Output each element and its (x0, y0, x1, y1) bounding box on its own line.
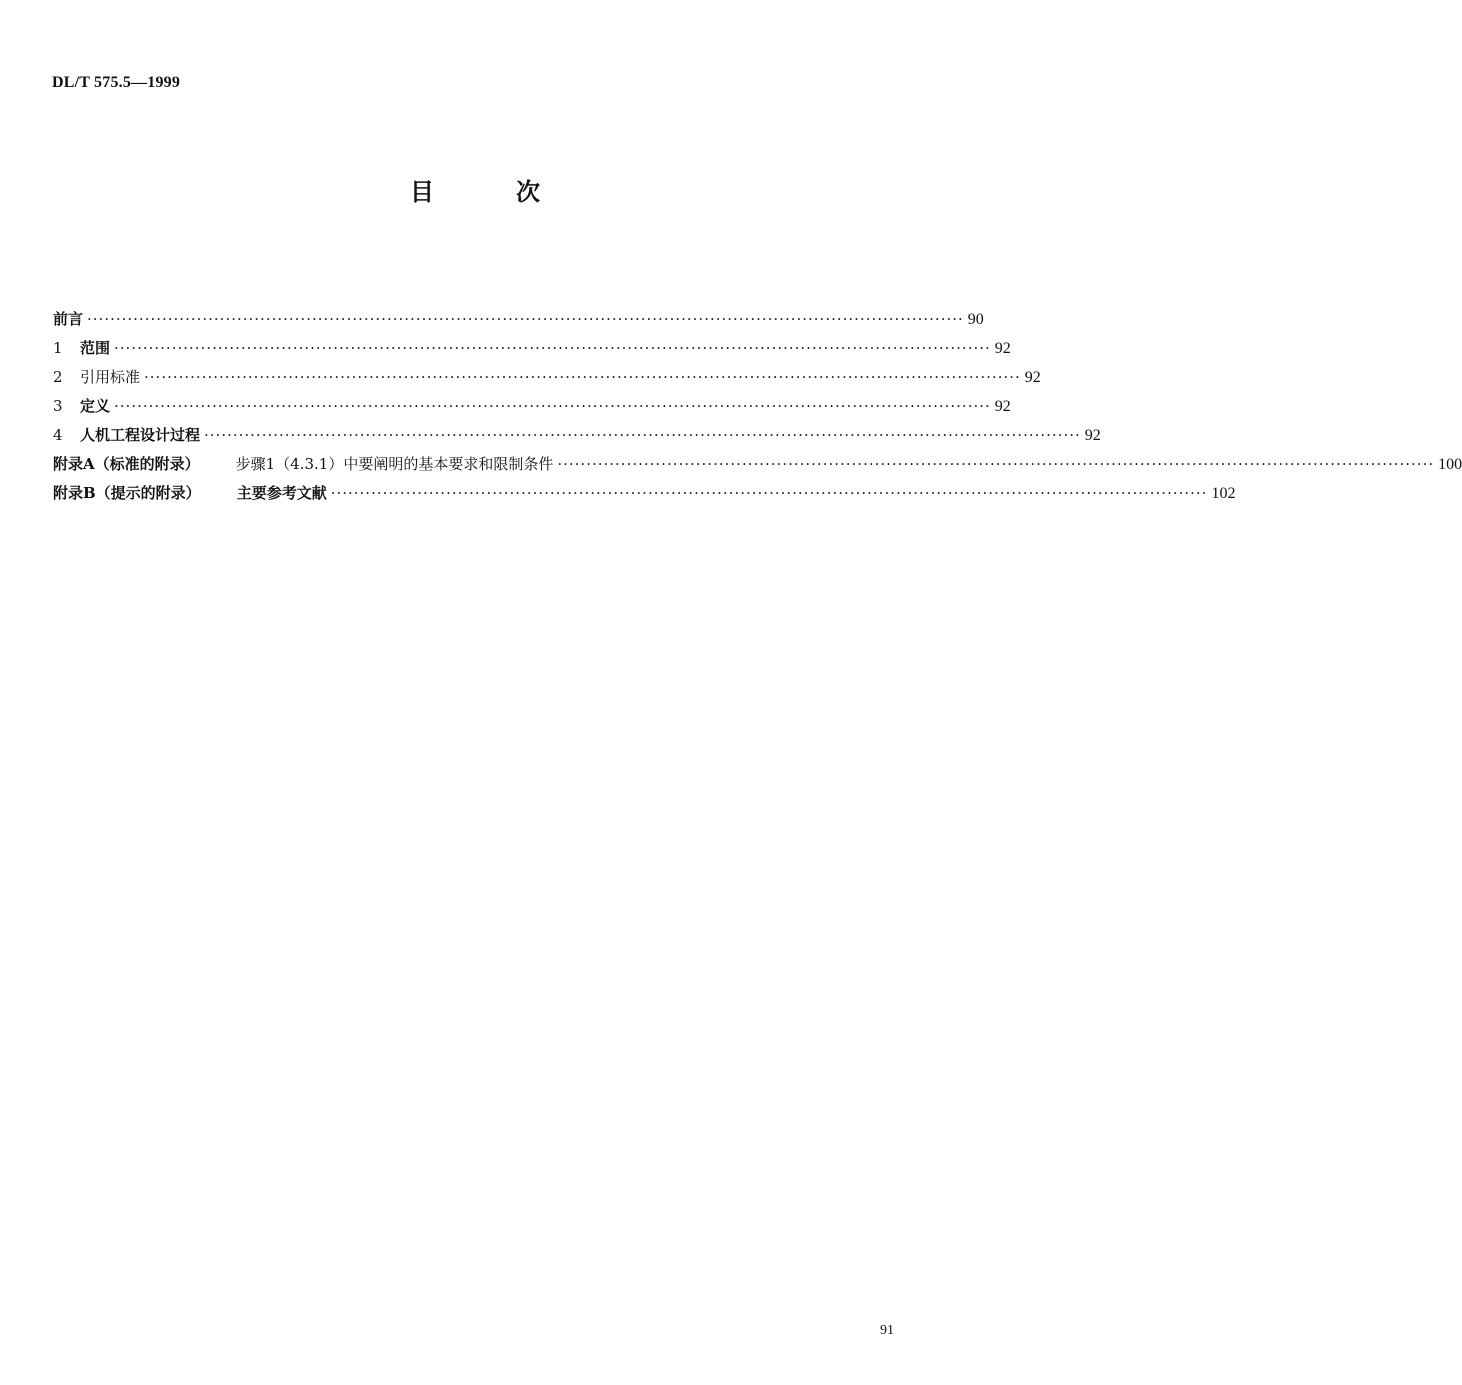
toc-page: 92 (994, 398, 1011, 415)
toc-subtitle: 步骤1（4.3.1）中要阐明的基本要求和限制条件 (235, 455, 554, 473)
toc-entry-references[interactable] (53, 366, 1041, 395)
toc-entry-design-process[interactable] (53, 424, 1101, 453)
toc-leader: ························································································································································ (114, 397, 991, 415)
toc-entry-definitions[interactable] (53, 395, 1011, 424)
toc-label: 前言 (53, 310, 84, 328)
toc-entry-scope[interactable] (53, 337, 1011, 366)
toc-label (53, 337, 110, 359)
toc-leader: ························································································································································ (87, 310, 964, 328)
toc-page: 102 (1211, 485, 1236, 502)
toc-leader: ························································································································································ (114, 339, 991, 357)
toc-title: 定义 (80, 397, 111, 415)
toc-leader: ························································································································································ (204, 426, 1081, 444)
toc-title: 人机工程设计过程 (80, 426, 201, 444)
page-title: 目次 (410, 178, 622, 206)
toc-title: 范围 (80, 339, 111, 357)
toc-page: 92 (994, 340, 1011, 357)
toc-entry-foreword[interactable] (53, 308, 984, 337)
toc-label (53, 395, 110, 417)
document-code: DL/T 575.5—1999 (52, 74, 181, 91)
toc-title: 附录A（标准的附录） (53, 455, 200, 473)
page-number: 91 (880, 1323, 894, 1338)
toc-title: 引用标准 (80, 368, 141, 386)
toc-leader: ························································································································································ (557, 455, 1435, 473)
toc-page: 92 (1084, 427, 1101, 444)
toc-entry-appendix-a[interactable] (53, 453, 1462, 482)
toc-leader: ························································································································································ (330, 484, 1208, 502)
toc-page: 92 (1024, 369, 1041, 386)
toc-label (53, 453, 553, 475)
toc-page: 100 (1438, 456, 1462, 473)
toc-label (53, 366, 140, 388)
toc-label (53, 482, 327, 504)
toc-label (53, 424, 200, 446)
toc-number: 3 (53, 397, 63, 415)
table-of-contents (53, 308, 1462, 511)
toc-page: 90 (967, 311, 984, 328)
toc-entry-appendix-b[interactable] (53, 482, 1236, 511)
toc-number: 1 (53, 339, 63, 357)
toc-subtitle: 主要参考文献 (236, 484, 327, 502)
toc-number: 4 (53, 426, 63, 444)
toc-title: 附录B（提示的附录） (53, 484, 201, 502)
toc-number: 2 (53, 368, 63, 386)
toc-leader: ························································································································································ (144, 368, 1021, 386)
